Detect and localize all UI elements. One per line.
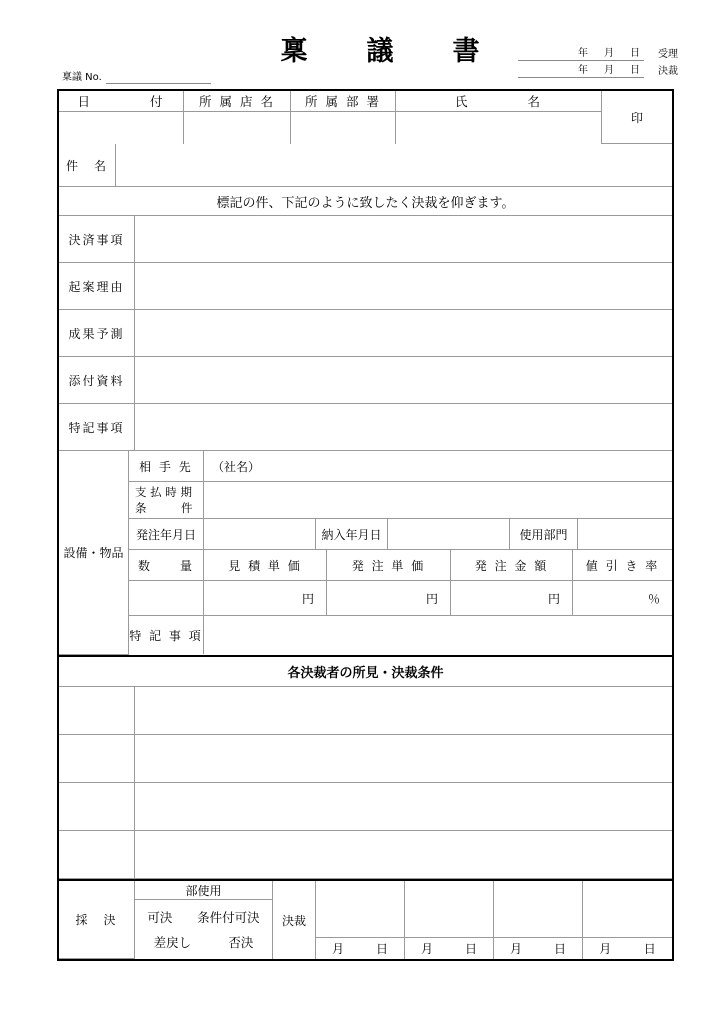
order-date-input[interactable] <box>204 519 316 550</box>
counterparty-label: 相 手 先 <box>129 451 204 482</box>
order-date-label: 発注年月日 <box>129 519 204 550</box>
section-label-tokki-jikou: 特記事項 <box>59 404 135 451</box>
order-amount-input[interactable] <box>451 581 573 616</box>
month-label: 月 <box>509 942 522 956</box>
equipment-section <box>59 451 672 655</box>
section-input-kessai-jikou[interactable] <box>135 216 672 263</box>
section-input-tenpu-shiryou[interactable] <box>135 357 672 404</box>
ringi-number-input[interactable] <box>106 72 211 84</box>
receipt-date-row[interactable] <box>518 44 678 61</box>
order-amount-currency: 円 <box>547 591 560 606</box>
opinion-comment[interactable] <box>135 831 672 879</box>
section-label-tenpu-shiryou: 添付資料 <box>59 357 135 404</box>
price-col-order-amount: 発 注 金 額 <box>451 550 573 581</box>
signature-box[interactable] <box>494 881 583 938</box>
opinions-header-row <box>59 655 672 687</box>
section-row <box>59 404 672 451</box>
approval-date-row[interactable] <box>518 61 678 78</box>
signature-date[interactable] <box>405 938 494 959</box>
department-input[interactable] <box>291 112 396 144</box>
section-row <box>59 357 672 404</box>
approval-label: 決裁 <box>273 881 316 959</box>
opinion-approver-name[interactable] <box>59 831 135 879</box>
header-table <box>59 91 672 144</box>
equipment-remarks-input[interactable] <box>204 616 672 654</box>
store-input[interactable] <box>184 112 291 144</box>
approval-date-field[interactable] <box>518 62 644 78</box>
price-col-discount-rate: 値 引 き 率 <box>573 550 672 581</box>
opinion-row <box>59 783 672 831</box>
section-input-seika-yosoku[interactable] <box>135 310 672 357</box>
year-label: 年 <box>578 48 588 59</box>
opinion-comment[interactable] <box>135 735 672 783</box>
day-label: 日 <box>630 65 640 76</box>
vote-label: 採 決 <box>59 881 135 959</box>
using-department-input[interactable] <box>578 519 672 550</box>
section-label-seika-yosoku: 成果予測 <box>59 310 135 357</box>
month-label: 月 <box>420 942 433 956</box>
discount-rate-input[interactable] <box>573 581 672 616</box>
equipment-remarks-label: 特 記 事 項 <box>129 616 204 654</box>
vote-options-row-1 <box>135 908 272 926</box>
order-unit-input[interactable] <box>327 581 451 616</box>
quantity-input[interactable] <box>129 581 204 616</box>
header-col-date: 日 付 <box>59 91 184 112</box>
payment-terms-input[interactable] <box>204 482 672 519</box>
counterparty-row <box>129 451 672 482</box>
payment-terms-row <box>129 482 672 519</box>
payment-terms-label: 支 払 時 期 条 件 <box>129 482 204 519</box>
vote-option-hiketsu[interactable]: 否決 <box>228 935 254 951</box>
order-unit-currency: 円 <box>425 591 438 606</box>
dept-use-label: 部使用 <box>135 881 273 900</box>
day-label: 日 <box>375 942 388 956</box>
section-input-kian-riyuu[interactable] <box>135 263 672 310</box>
day-label: 日 <box>630 48 640 59</box>
section-label-kessai-jikou: 決済事項 <box>59 216 135 263</box>
delivery-date-label: 納入年月日 <box>316 519 388 550</box>
opinion-approver-name[interactable] <box>59 783 135 831</box>
signature-box[interactable] <box>583 881 672 938</box>
month-label: 月 <box>599 942 612 956</box>
delivery-date-input[interactable] <box>388 519 510 550</box>
section-row <box>59 216 672 263</box>
vote-options-row-2 <box>135 933 272 951</box>
opinion-row <box>59 735 672 783</box>
opinion-comment[interactable] <box>135 783 672 831</box>
ringi-number <box>62 72 211 84</box>
signature-box[interactable] <box>405 881 494 938</box>
subject-label: 件 名 <box>59 144 116 187</box>
header-label-row <box>59 91 601 112</box>
header-col-name: 氏 名 <box>396 91 601 112</box>
day-label: 日 <box>643 942 656 956</box>
approval-tag: 決裁 <box>658 66 678 77</box>
header-col-store: 所 属 店 名 <box>184 91 291 112</box>
opinion-approver-name[interactable] <box>59 687 135 735</box>
estimate-unit-input[interactable] <box>204 581 327 616</box>
counterparty-hint: （社名） <box>212 459 261 474</box>
price-col-estimate-unit: 見 積 単 価 <box>204 550 327 581</box>
date-input[interactable] <box>59 112 184 144</box>
header-value-row <box>59 112 601 144</box>
statement-row <box>59 187 672 216</box>
signature-box[interactable] <box>316 881 405 938</box>
month-label: 月 <box>331 942 344 956</box>
signature-date[interactable] <box>316 938 405 959</box>
vote-options <box>135 900 273 959</box>
dates-row <box>129 519 672 550</box>
vote-option-joukentsuki-kaketsu[interactable]: 条件付可決 <box>197 909 260 925</box>
subject-input[interactable] <box>116 144 672 187</box>
section-row <box>59 310 672 357</box>
estimate-unit-currency: 円 <box>301 591 314 606</box>
signature-date[interactable] <box>494 938 583 959</box>
vote-option-kaketsu[interactable]: 可決 <box>147 909 173 925</box>
section-input-tokki-jikou[interactable] <box>135 404 672 451</box>
equipment-remarks-row <box>129 616 672 654</box>
opinion-comment[interactable] <box>135 687 672 735</box>
section-row <box>59 263 672 310</box>
header-col-department: 所 属 部 署 <box>291 91 396 112</box>
price-header-row <box>129 550 672 581</box>
statement-text: 標記の件、下記のように致したく決裁を仰ぎます。 <box>59 187 672 216</box>
month-label: 月 <box>604 65 614 76</box>
counterparty-input[interactable] <box>204 451 672 482</box>
seal-label: 印 <box>630 110 643 125</box>
opinion-row <box>59 687 672 735</box>
receipt-date-field[interactable] <box>518 45 644 61</box>
receipt-tag: 受理 <box>658 49 678 60</box>
subject-row <box>59 144 672 187</box>
month-label: 月 <box>604 48 614 59</box>
name-input[interactable] <box>396 112 601 144</box>
section-label-kian-riyuu: 起案理由 <box>59 263 135 310</box>
opinions-header: 各決裁者の所見・決裁条件 <box>59 657 672 687</box>
vote-section <box>59 879 672 959</box>
price-col-order-unit: 発 注 単 価 <box>327 550 451 581</box>
opinion-approver-name[interactable] <box>59 735 135 783</box>
vote-option-sashimodoshi[interactable]: 差戻し <box>153 935 192 951</box>
using-department-label: 使用部門 <box>510 519 578 550</box>
year-label: 年 <box>578 65 588 76</box>
form-frame <box>57 89 674 961</box>
page-title: 稟 議 書 <box>280 36 496 67</box>
price-col-quantity: 数 量 <box>129 550 204 581</box>
day-label: 日 <box>553 942 566 956</box>
price-value-row <box>129 581 672 616</box>
ringi-number-label: 稟議 No. <box>62 72 102 83</box>
signature-date[interactable] <box>583 938 672 959</box>
seal-box[interactable] <box>601 91 672 144</box>
receipt-date-block <box>518 44 678 78</box>
discount-rate-unit: ％ <box>647 591 660 606</box>
day-label: 日 <box>464 942 477 956</box>
opinion-row <box>59 831 672 879</box>
equipment-group-label: 設備・物品 <box>59 451 129 655</box>
